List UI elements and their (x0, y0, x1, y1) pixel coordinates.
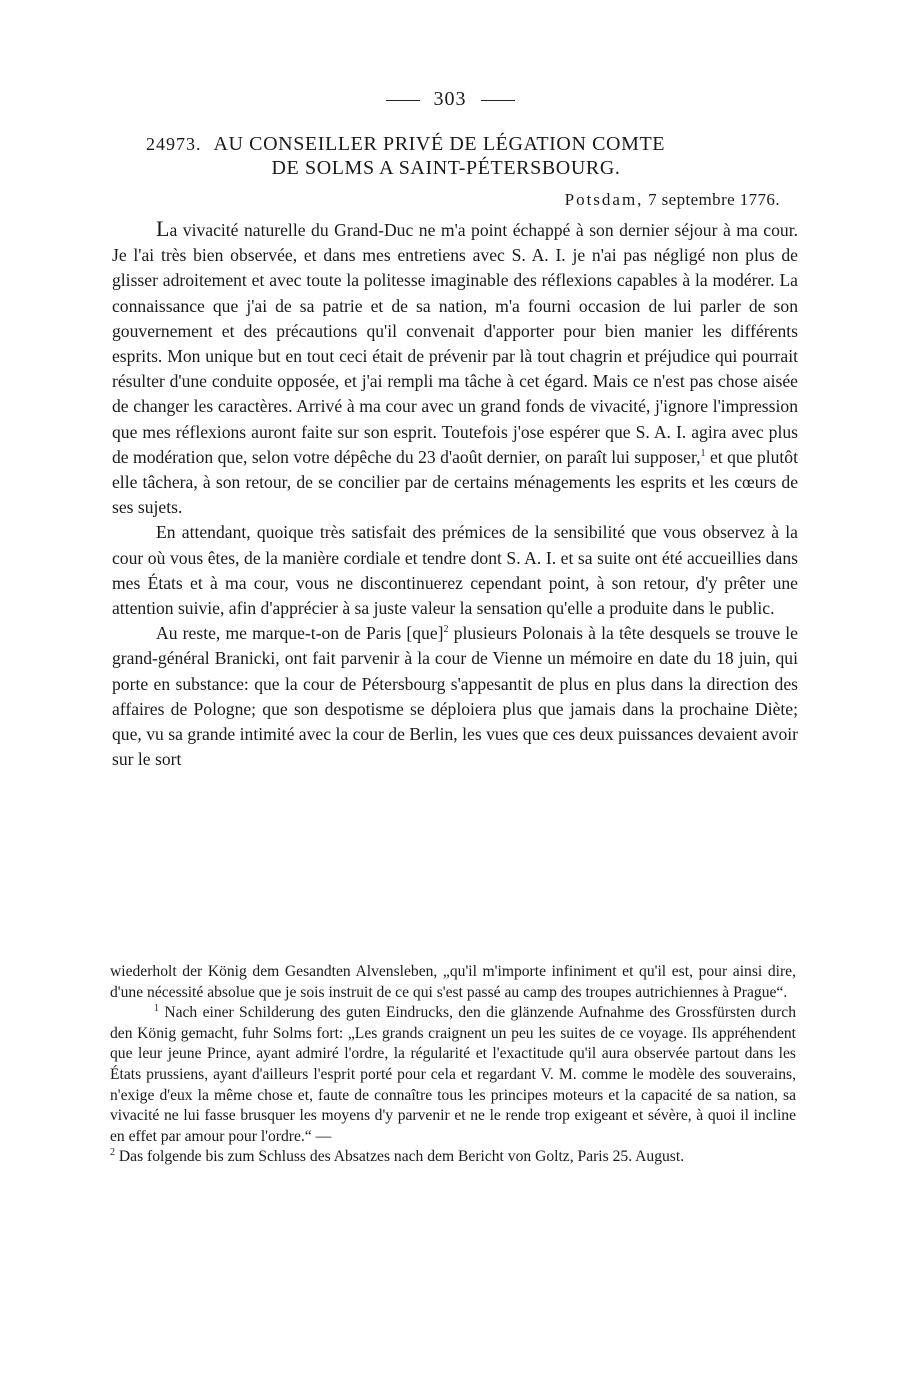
document-number: 24973. (146, 134, 202, 154)
letter-body (112, 216, 798, 772)
footnote-2-mark: 2 (110, 1147, 115, 1159)
footnote-1-mark: 1 (154, 1003, 159, 1014)
body-paragraph-2: En attendant, quoique très satisfait des prémices de la sensibilité que vous observez à la cour où vous êtes, de la manière cordiale et tendre dont S. A. I. et sa suite ont été accueillies dans mes États et à ma cour, vous ne discontinuerez cependant point, à son retour, d'y prêter une attention suivie, afin d'apprécier à sa juste valeur la sensation qu'elle a produite dans le public. (112, 522, 798, 619)
heading-line-1: AU CONSEILLER PRIVÉ DE LÉGATION COMTE (213, 133, 666, 155)
footnote-ref-1: 1 (700, 447, 706, 459)
letter-heading (146, 132, 786, 180)
page-number (0, 88, 900, 111)
page-number-rule-right (481, 100, 515, 101)
body-paragraph-3-text: plusieurs Polonais à la tête desquels se trouve le grand-général Branicki, ont fait parvenir à la cour de Vienne un mémoire en date du 18 juin, qui porte en substance: que la cour de Pétersbourg s'appesantit de plus en plus dans la direction des affaires de Pologne; que son despotisme se déploiera plus que jamais dans la prochaine Diète; que, vu sa grande intimité avec la cour de Berlin, les vues que ces deux puissances devaient avoir sur le sort (112, 623, 798, 770)
page-number-text: 303 (433, 88, 467, 110)
body-paragraph-3-start: Au reste, me marque-t-on de Paris [que] (156, 623, 444, 644)
body-paragraph-3 (112, 621, 798, 772)
dateline-date: 7 septembre 1776. (648, 190, 780, 209)
footnote-ref-2: 2 (443, 624, 449, 636)
footnote-2 (110, 1147, 796, 1168)
body-paragraph-1-end: et que plutôt elle tâchera, à son retour, de se concilier par de certains ménagements les esprits et les cœurs de ses sujets. (112, 446, 798, 518)
footnote-1 (110, 1003, 796, 1147)
heading-line-2: DE SOLMS A SAINT-PÉTERSBOURG. (271, 157, 621, 179)
dateline-place: Potsdam, (564, 190, 644, 209)
body-paragraph-1-text: La vivacité naturelle du Grand-Duc ne m'a point échappé à son dernier séjour à ma cour. Je l'ai très bien observée, et dans mes entretiens avec S. A. I. je n'ai pas négligé non plus de glisser adroitement et avec toute la politesse imaginable des réflexions capables à la modérer. La connaissance que j'ai de sa patrie et de sa nation, m'a fourni occasion de lui parler de son gouvernement et des précautions qu'il convenait d'apporter pour bien manier les différents esprits. Mon unique but en tout ceci était de prévenir par là tout chagrin et préjudice qui pourrait résulter d'une conduite opposée, et j'ai rempli ma tâche à cet égard. Mais ce n'est pas chose aisée de changer les caractères. Arrivé à ma cour avec un grand fonds de vivacité, j'ignore l'impression que mes réflexions auront faite sur son esprit. Toutefois j'ose espérer que S. A. I. agira avec plus de modération que, selon votre dépêche du 23 d'août dernier, on paraît lui supposer, (112, 216, 798, 467)
footnote-continuation: wiederholt der König dem Gesandten Alvensleben, „qu'il m'importe infiniment et qu'il est, pour ainsi dire, d'une nécessité absolue que je sois instruit de ce qui s'est passé au camp des troupes autrichiennes à Prague“. (110, 963, 796, 1001)
dateline (565, 190, 780, 210)
footnote-1-text: Nach einer Schilderung des guten Eindrucks, den die glänzende Aufnahme des Grossfürsten durch den König gemacht, fuhr Solms fort: „Les grands craignent un peu les suites de ce voyage. Ils appréhendent que leur jeune Prince, ayant admiré l'ordre, la régularité et l'exactitude qu'il aura observée partout dans les États prussiens, ayant d'ailleurs l'esprit porté pour cela et regardant V. M. comme le modèle des souverains, n'exige d'eux la même chose et, faute de connaître tous les principes moteurs et la capacité de sa nation, sa vivacité ne lui fasse brusquer les moyens d'y parvenir et ne le rende trop exigeant et sévère, à quoi il incline en effet par amour pour l'ordre.“ — (110, 1004, 796, 1145)
page-number-rule-left (386, 100, 420, 101)
footnotes (110, 962, 796, 1168)
footnote-2-text: Das folgende bis zum Schluss des Absatzes nach dem Bericht von Goltz, Paris 25. August. (115, 1148, 685, 1166)
body-paragraph-1 (112, 216, 798, 520)
